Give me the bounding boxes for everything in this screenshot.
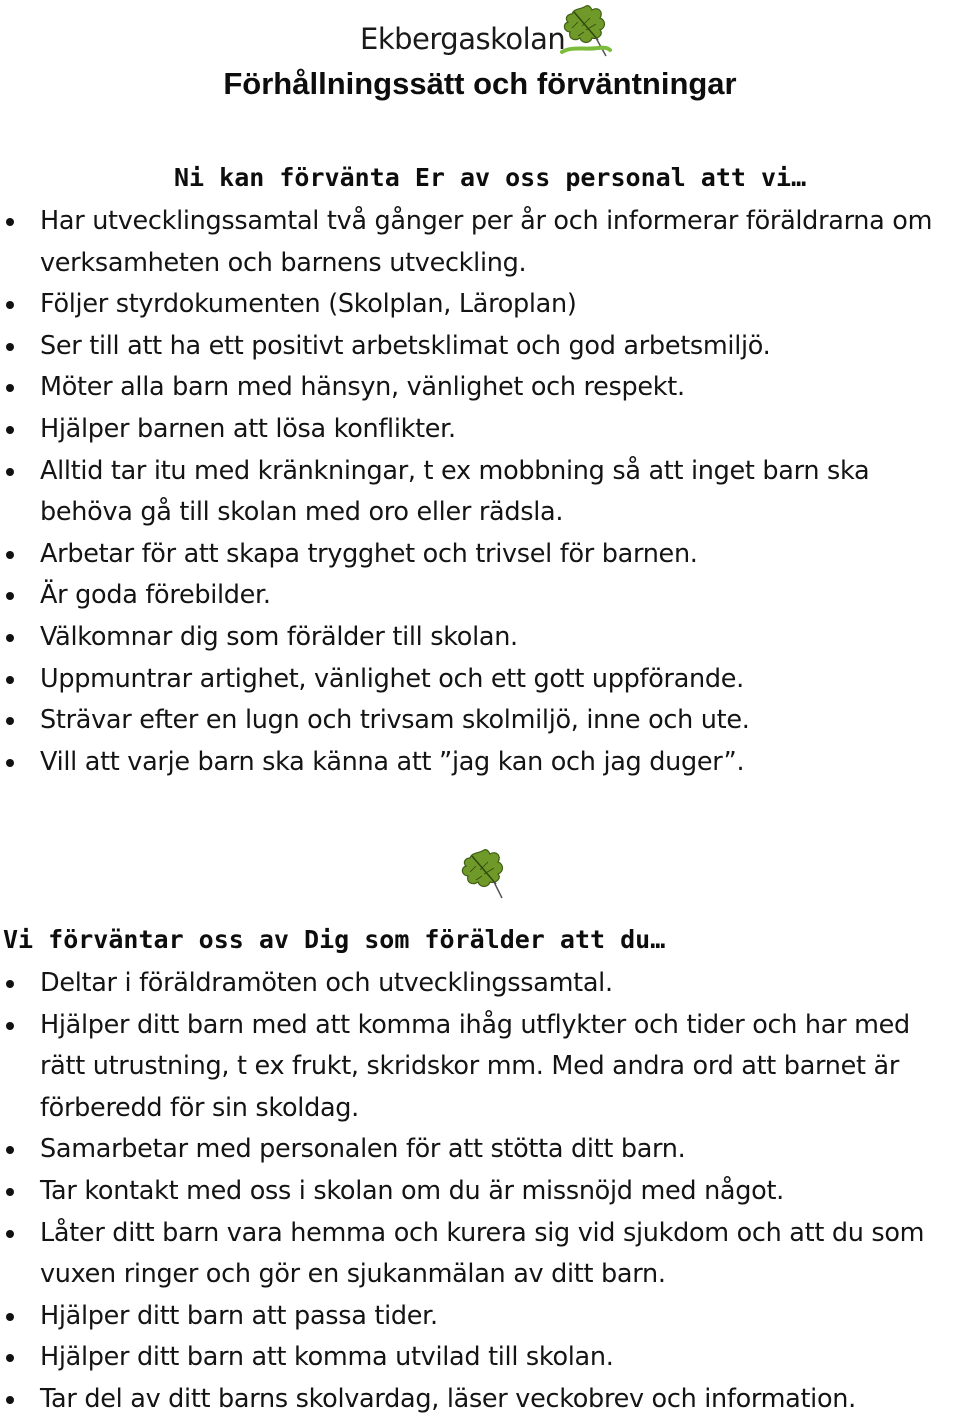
list-item: Är goda förebilder. xyxy=(0,575,960,617)
list-item: Möter alla barn med hänsyn, vänlighet och respekt. xyxy=(0,367,960,409)
bullet-icon xyxy=(6,592,14,600)
list-item: Deltar i föräldramöten och utvecklingssamtal. xyxy=(0,963,960,1005)
bullet-icon xyxy=(6,1354,14,1362)
bullet-icon xyxy=(6,1396,14,1404)
bullet-icon xyxy=(6,1230,14,1238)
list-item: Strävar efter en lugn och trivsam skolmiljö, inne och ute. xyxy=(0,700,960,742)
staff-expectations-list xyxy=(0,201,960,783)
list-item: Vill att varje barn ska känna att ”jag kan och jag duger”. xyxy=(0,742,960,784)
list-item: Uppmuntrar artighet, vänlighet och ett gott uppförande. xyxy=(0,659,960,701)
oak-leaf-icon xyxy=(560,2,612,58)
bullet-icon xyxy=(6,551,14,559)
bullet-icon xyxy=(6,759,14,767)
bullet-icon xyxy=(6,717,14,725)
list-item: Arbetar för att skapa trygghet och trivsel för barnen. xyxy=(0,534,960,576)
list-item: Tar del av ditt barns skolvardag, läser veckobrev och information. xyxy=(0,1379,960,1421)
list-item: Samarbetar med personalen för att stötta ditt barn. xyxy=(0,1129,960,1171)
bullet-icon xyxy=(6,1313,14,1321)
list-item: Tar kontakt med oss i skolan om du är missnöjd med något. xyxy=(0,1171,960,1213)
list-item: Alltid tar itu med kränkningar, t ex mobbning så att inget barn ska behöva gå till skolan med oro eller rädsla. xyxy=(0,451,960,534)
oak-leaf-icon xyxy=(458,846,510,900)
list-item: Ser till att ha ett positivt arbetsklimat och god arbetsmiljö. xyxy=(0,326,960,368)
bullet-icon xyxy=(6,1022,14,1030)
bullet-icon xyxy=(6,468,14,476)
logo-text: Ekbergaskolan xyxy=(360,22,566,56)
bullet-icon xyxy=(6,384,14,392)
page-title: Förhållningssätt och förväntningar xyxy=(223,66,737,101)
bullet-icon xyxy=(6,301,14,309)
school-logo xyxy=(360,0,620,62)
bullet-icon xyxy=(6,676,14,684)
list-item: Hjälper barnen att lösa konflikter. xyxy=(0,409,960,451)
bullet-icon xyxy=(6,1146,14,1154)
list-item: Välkomnar dig som förälder till skolan. xyxy=(0,617,960,659)
staff-section-heading: Ni kan förvänta Er av oss personal att vi… xyxy=(174,163,807,192)
bullet-icon xyxy=(6,980,14,988)
list-item: Har utvecklingssamtal två gånger per år och informerar föräldrarna om verksamheten och barnens utveckling. xyxy=(0,201,960,284)
parents-section-heading: Vi förväntar oss av Dig som förälder att du… xyxy=(3,925,666,954)
list-item: Hjälper ditt barn med att komma ihåg utflykter och tider och har med rätt utrustning, t ex frukt, skridskor mm. Med andra ord att barnet är förberedd för sin skoldag. xyxy=(0,1005,960,1130)
bullet-icon xyxy=(6,426,14,434)
parent-expectations-list xyxy=(0,963,960,1421)
list-item: Hjälper ditt barn att passa tider. xyxy=(0,1296,960,1338)
list-item: Följer styrdokumenten (Skolplan, Läroplan) xyxy=(0,284,960,326)
bullet-icon xyxy=(6,1188,14,1196)
bullet-icon xyxy=(6,343,14,351)
bullet-icon xyxy=(6,218,14,226)
bullet-icon xyxy=(6,634,14,642)
list-item: Låter ditt barn vara hemma och kurera sig vid sjukdom och att du som vuxen ringer och gör en sjukanmälan av ditt barn. xyxy=(0,1213,960,1296)
list-item: Hjälper ditt barn att komma utvilad till skolan. xyxy=(0,1337,960,1379)
